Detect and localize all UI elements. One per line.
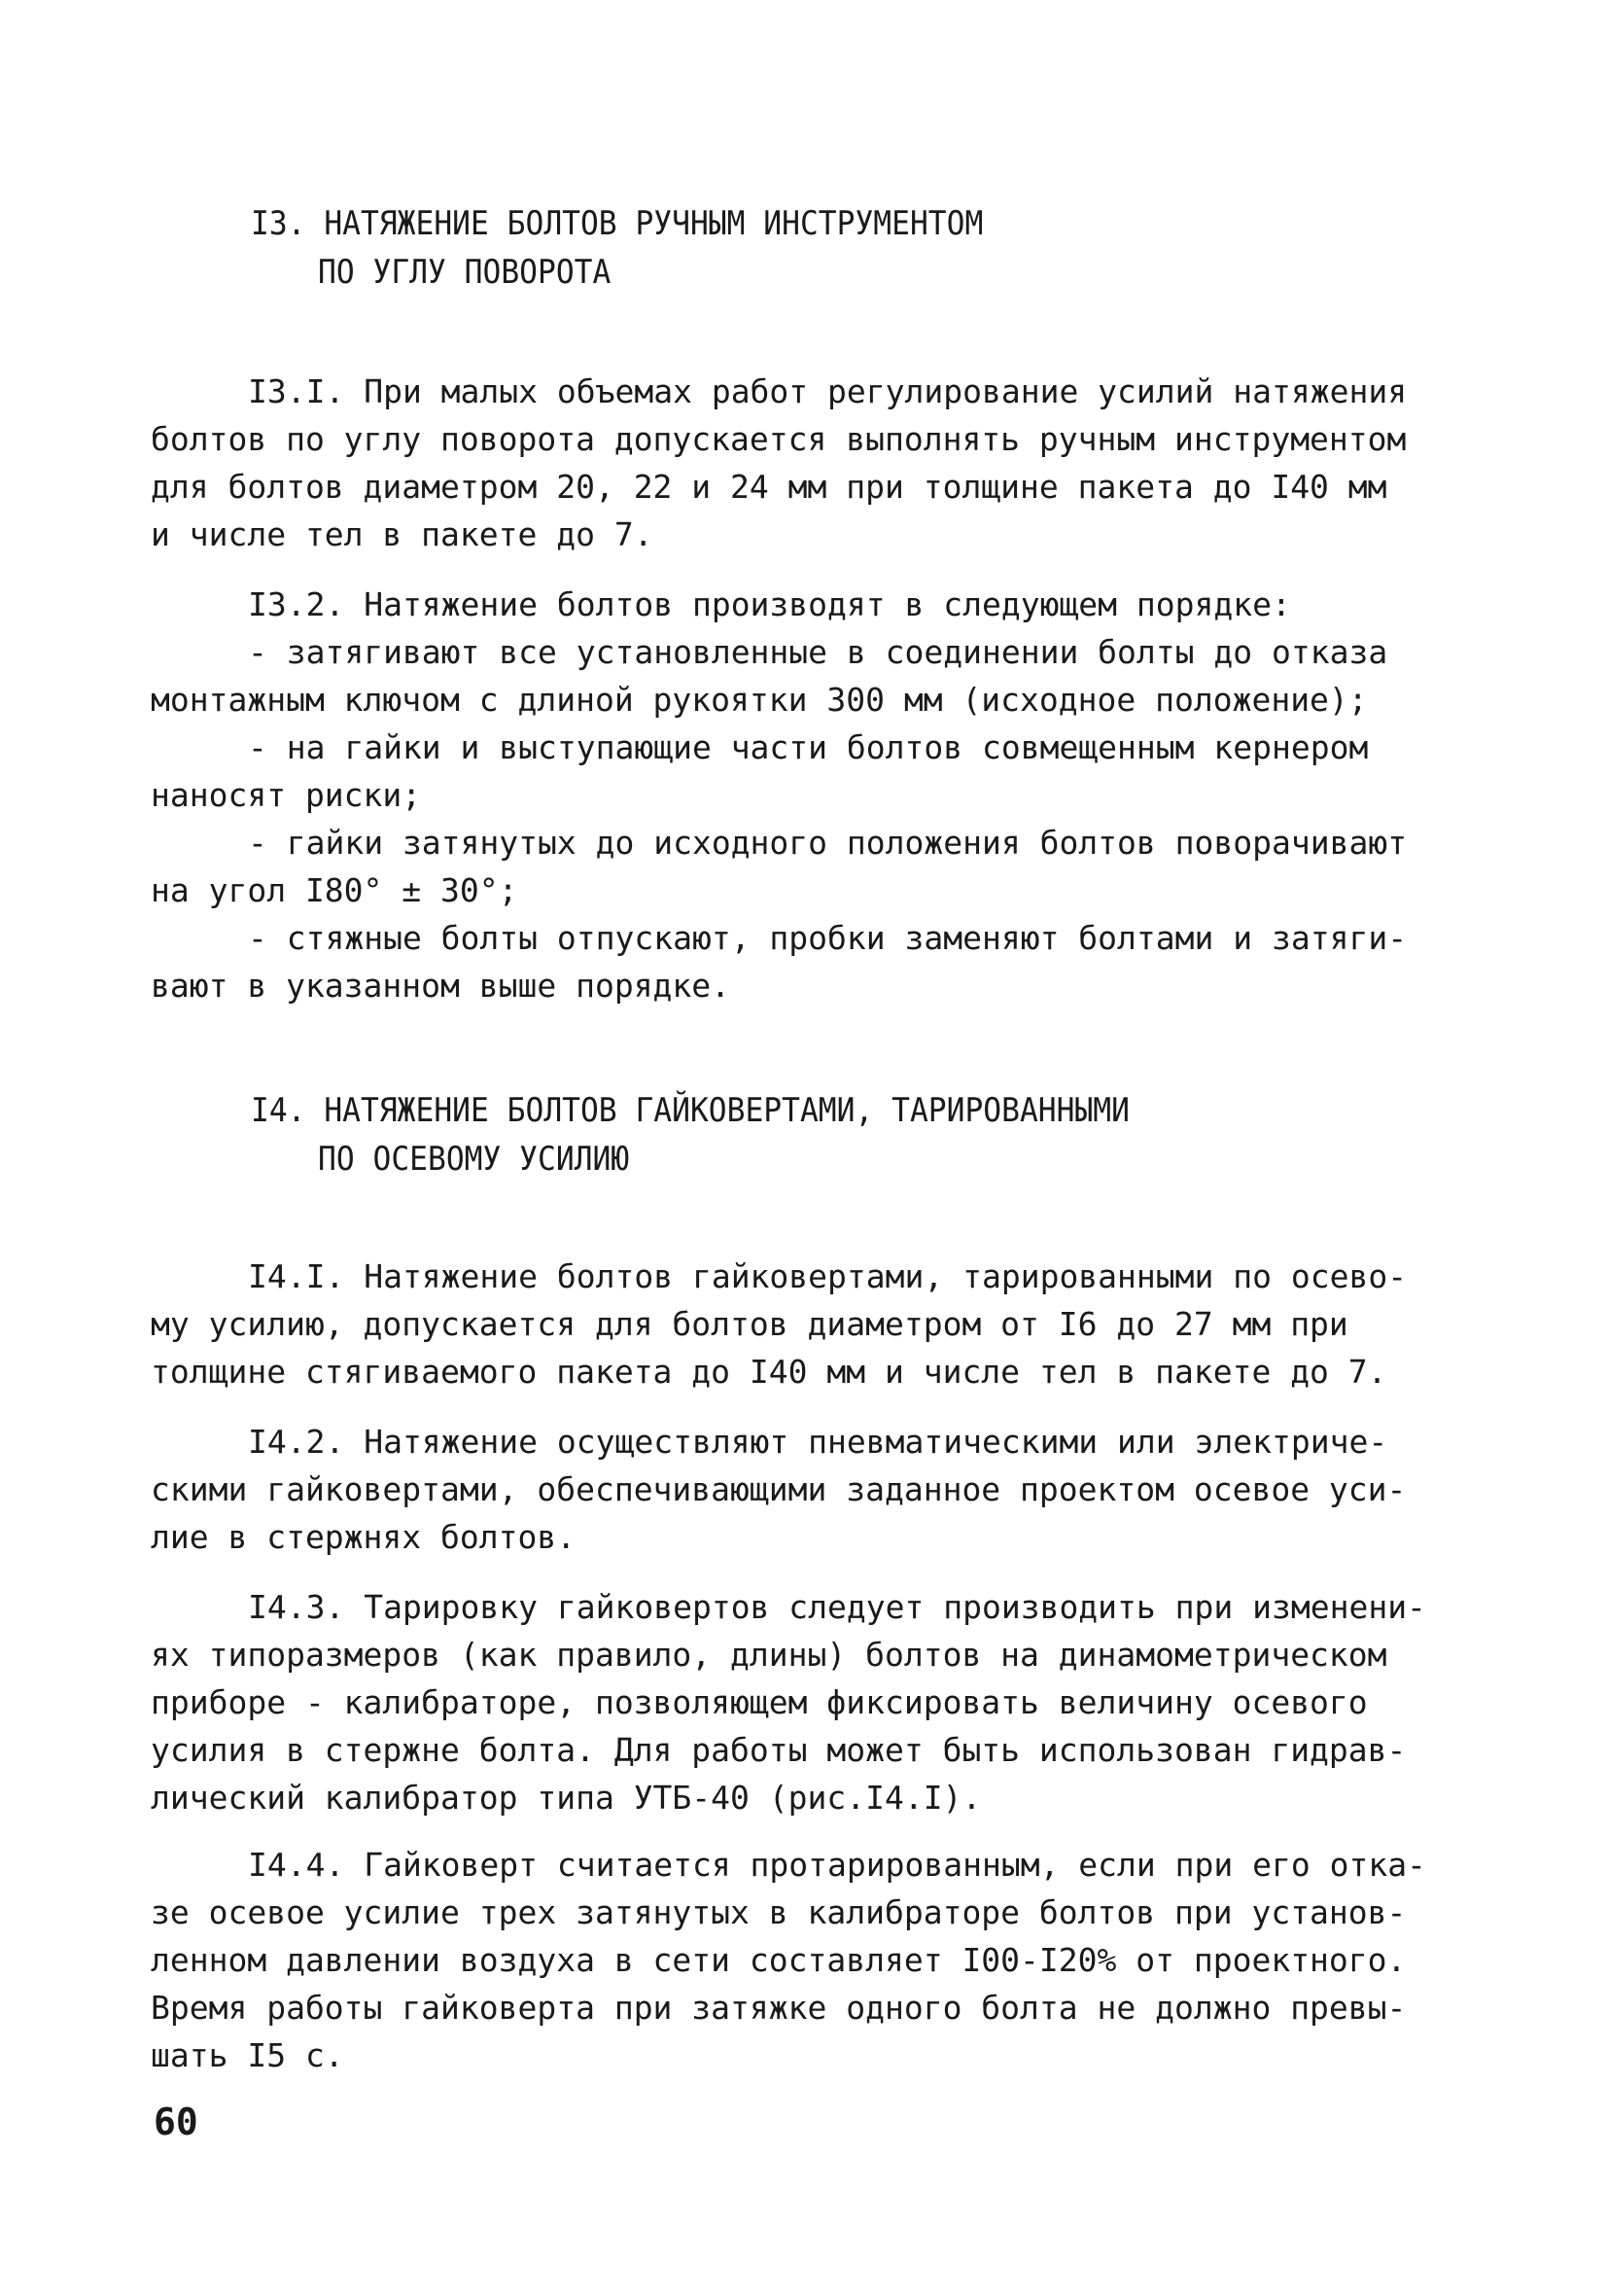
text-line: I4.2. Натяжение осуществляют пневматическими или электриче- xyxy=(248,1423,1388,1461)
text-line: и числе тел в пакете до 7. xyxy=(151,515,653,553)
text-line: скими гайковертами, обеспечивающими заданное проектом осевое уси- xyxy=(151,1470,1407,1508)
paragraph-13-2 xyxy=(151,581,1453,1009)
text-line: I4.3. Тарировку гайковертов следует производить при изменени- xyxy=(248,1588,1426,1626)
text-line: му усилию, допускается для болтов диаметром от I6 до 27 мм при xyxy=(151,1305,1348,1343)
text-line: I4.4. Гайковерт считается протарированным, если при его отка- xyxy=(248,1846,1426,1884)
section-14-heading-line2: ПО ОСЕВОМУ УСИЛИЮ xyxy=(318,1140,630,1179)
page-number: 60 xyxy=(154,2101,198,2143)
text-line: монтажным ключом с длиной рукоятки 300 мм (исходное положение); xyxy=(151,681,1368,719)
text-line: I3.2. Натяжение болтов производят в следующем порядке: xyxy=(248,585,1291,623)
text-line: - гайки затянутых до исходного положения болтов поворачивают xyxy=(248,824,1408,862)
text-line: ленном давлении воздуха в сети составляет I00-I20% от проектного. xyxy=(151,1941,1407,1979)
text-line: I3.I. При малых объемах работ регулирование усилий натяжения xyxy=(248,372,1408,410)
angle-end-text: °; xyxy=(478,871,518,909)
text-line: лический калибратор типа УТБ-40 (рис.I4.I). xyxy=(151,1779,982,1817)
text-line: - затягивают все установленные в соединении болты до отказа xyxy=(248,633,1388,671)
section-13-heading-line2: ПО УГЛУ ПОВОРОТА xyxy=(318,253,612,292)
text-line: шать I5 с. xyxy=(151,2036,344,2074)
section-14-heading xyxy=(251,1086,1130,1183)
text-line: I4.I. Натяжение болтов гайковертами, тарированными по осево- xyxy=(248,1257,1408,1295)
paragraph-14-4 xyxy=(151,1841,1453,2079)
paragraph-14-2 xyxy=(151,1418,1453,1561)
text-line: лие в стержнях болтов. xyxy=(151,1518,577,1556)
paragraph-14-3 xyxy=(151,1583,1453,1821)
text-line: для болтов диаметром 20, 22 и 24 мм при толщине пакета до I40 мм xyxy=(151,468,1387,506)
text-line: болтов по углу поворота допускается выполнять ручным инструментом xyxy=(151,420,1407,458)
section-13-heading xyxy=(251,199,983,297)
text-line: Время работы гайковерта при затяжке одного болта не должно превы- xyxy=(151,1989,1407,2027)
text-line-angle xyxy=(151,866,1453,914)
text-line: усилия в стержне болта. Для работы может быть использован гидрав- xyxy=(151,1731,1407,1769)
text-line: наносят риски; xyxy=(151,776,422,814)
angle-text: на угол I80 xyxy=(151,871,364,909)
section-14-heading-line1: I4. НАТЯЖЕНИЕ БОЛТОВ ГАЙКОВЕРТАМИ, ТАРИРОВАННЫМИ xyxy=(251,1091,1130,1130)
text-line: зе осевое усилие трех затянутых в калибраторе болтов при установ- xyxy=(151,1893,1407,1931)
text-line: - на гайки и выступающие части болтов совмещенным кернером xyxy=(248,728,1369,766)
section-13-heading-line1: I3. НАТЯЖЕНИЕ БОЛТОВ РУЧНЫМ ИНСТРУМЕНТОМ xyxy=(251,204,984,243)
text-line: ях типоразмеров (как правило, длины) болтов на динамометрическом xyxy=(151,1636,1387,1674)
text-line: - стяжные болты отпускают, пробки заменяют болтами и затяги- xyxy=(248,919,1408,957)
paragraph-13-1 xyxy=(151,368,1453,558)
text-line: приборе - калибраторе, позволяющем фиксировать величину осевого xyxy=(151,1683,1368,1721)
text-line: толщине стягиваемого пакета до I40 мм и числе тел в пакете до 7. xyxy=(151,1353,1387,1391)
angle-tolerance-text: ° ± 30 xyxy=(363,871,479,909)
paragraph-14-1 xyxy=(151,1253,1453,1395)
text-line: вают в указанном выше порядке. xyxy=(151,967,731,1005)
